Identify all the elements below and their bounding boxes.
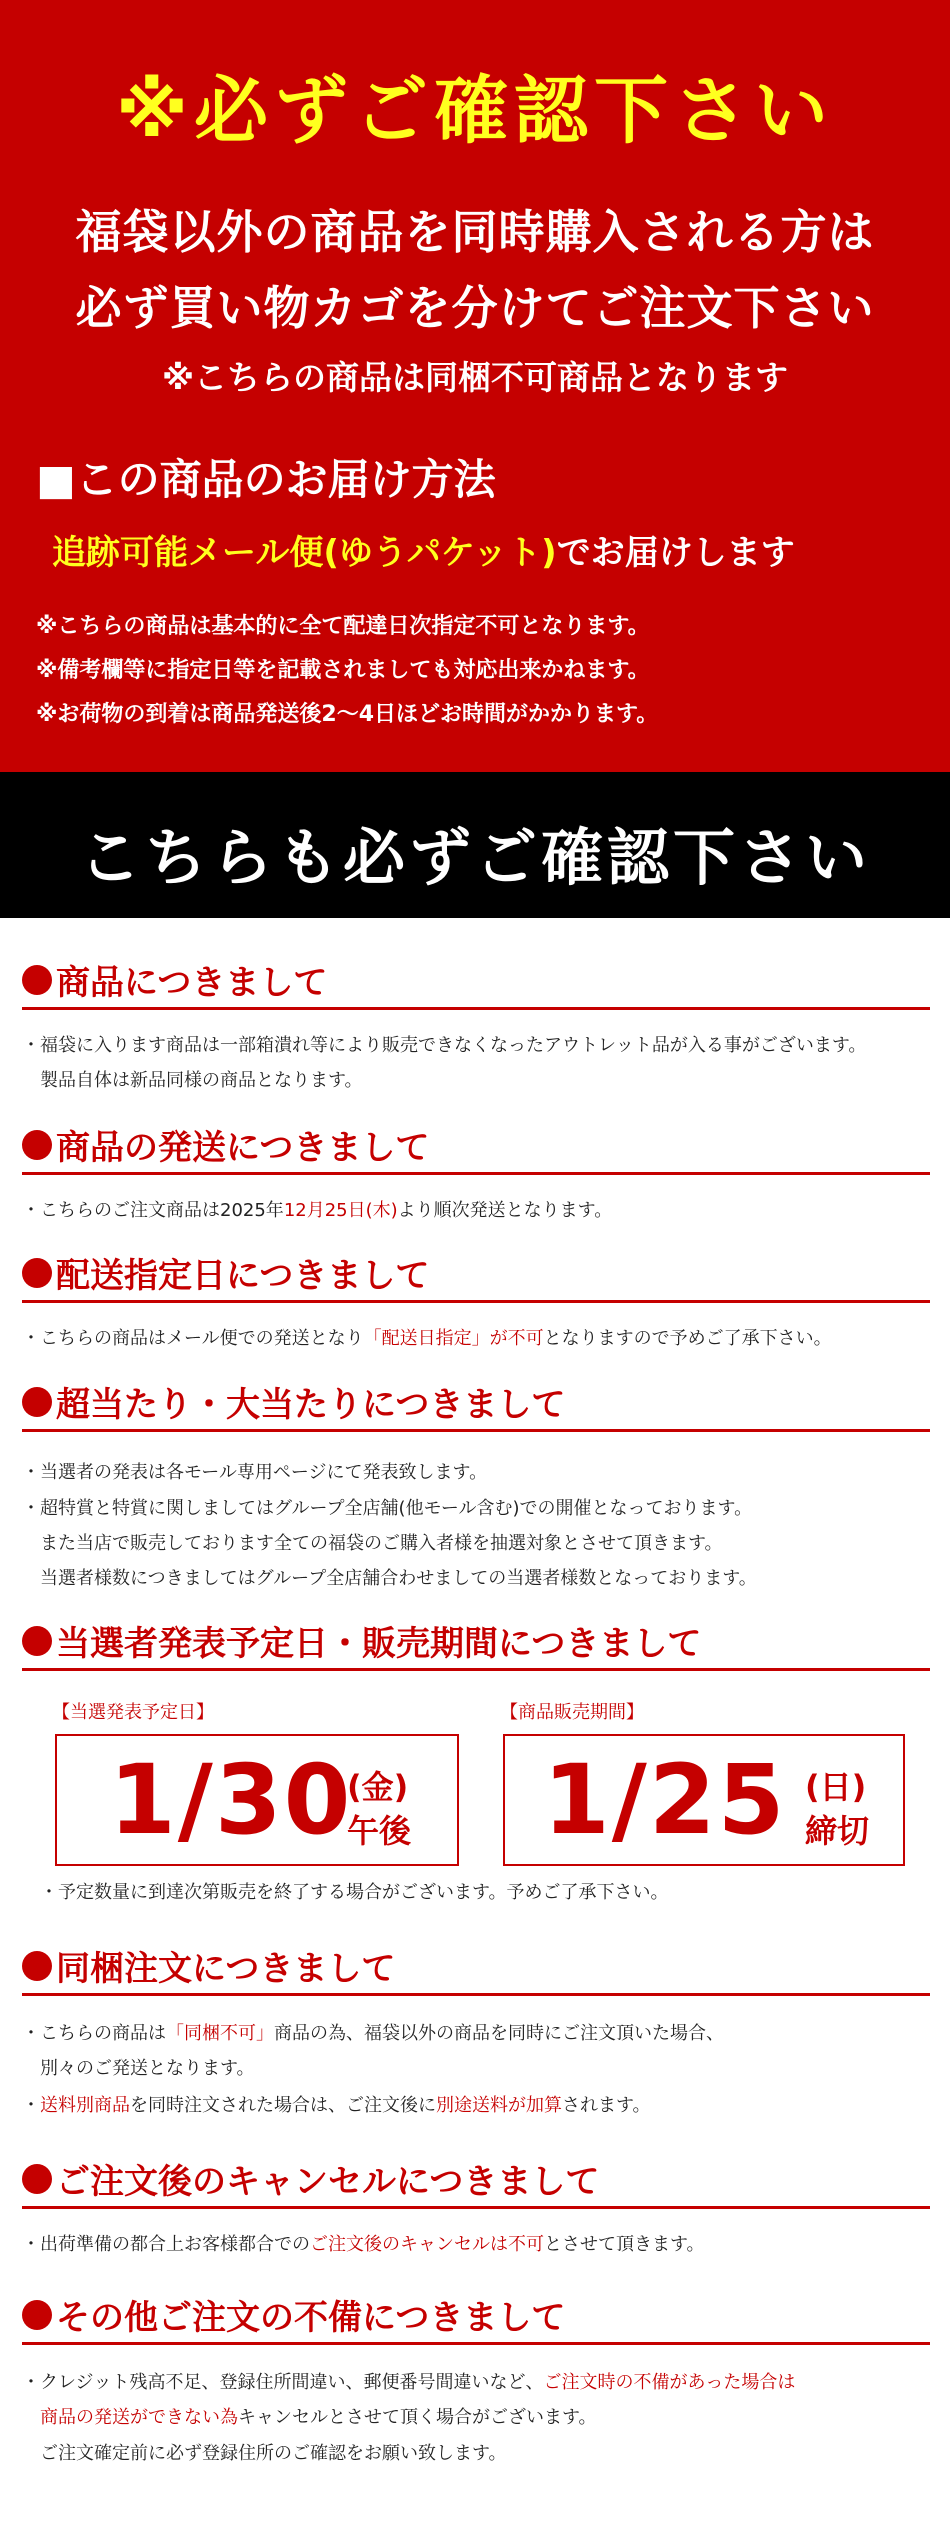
- cancel-text: ・出荷準備の都合上お客様都合での: [22, 2234, 310, 2255]
- bullet-icon: [22, 2164, 52, 2194]
- schedule-note: ・予定数量に到達次第販売を終了する場合がございます。予めご了承下さい。: [40, 1882, 669, 1903]
- section-heading-prize: [22, 1377, 930, 1432]
- other-warning: ご注文時の不備があった場合は: [543, 2372, 796, 2393]
- bundle-text: ・こちらの商品は: [22, 2023, 166, 2044]
- shipping-date: 12月25日(木): [283, 1200, 398, 1221]
- section-heading-bundle: [22, 1941, 930, 1996]
- confirm-band-title: こちらも必ずご確認下さい: [78, 821, 871, 894]
- bundle-warning: 「同梱不可」: [166, 2023, 274, 2044]
- delivery-date-line: [22, 1324, 832, 1350]
- announce-date: 1/30: [109, 1744, 353, 1856]
- bullet-icon: [22, 1951, 52, 1981]
- section-title: 同梱注文につきまして: [56, 1949, 396, 1989]
- notice-line-1: 福袋以外の商品を同時購入される方は: [75, 205, 875, 259]
- section-title: 商品の発送につきまして: [56, 1128, 430, 1168]
- prize-line-4: 当選者様数につきましてはグループ全店舗合わせましての当選者様数となっております。: [40, 1568, 757, 1589]
- announce-day: (金): [347, 1768, 409, 1806]
- notice-line-2: 必ず買い物カゴを分けてご注文下さい: [75, 281, 875, 335]
- delivery-heading: ■この商品のお届け方法: [36, 455, 496, 504]
- section-heading-schedule: [22, 1616, 930, 1671]
- prize-line-3: また当店で販売しております全ての福袋のご購入者様を抽選対象とさせて頂きます。: [40, 1533, 723, 1554]
- bundle-line-1: [22, 2019, 724, 2045]
- other-line-1: [22, 2368, 795, 2394]
- announce-time: 午後: [347, 1812, 412, 1850]
- other-line-3: ご注文確定前に必ず登録住所のご確認をお願い致します。: [40, 2443, 507, 2464]
- product-line-1: ・福袋に入ります商品は一部箱潰れ等により販売できなくなったアウトレット品が入る事がございます。: [22, 1035, 867, 1056]
- delivery-method: [52, 525, 795, 574]
- other-warning-2: 商品の発送ができない為: [40, 2407, 238, 2428]
- section-heading-cancel: [22, 2154, 930, 2209]
- delivery-date-text-end: となりますので予めご了承下さい。: [543, 1328, 832, 1349]
- cancel-warning: ご注文後のキャンセルは不可: [310, 2234, 544, 2255]
- bundle-text-mid: を同時注文された場合は、ご注文後に: [130, 2095, 436, 2116]
- bundle-text-tail: されます。: [562, 2095, 651, 2116]
- shipping-line: [22, 1196, 612, 1222]
- section-title: 当選者発表予定日・販売期間につきまして: [56, 1624, 702, 1664]
- announce-date-box: [55, 1734, 459, 1866]
- sale-label: 【商品販売期間】: [500, 1702, 644, 1723]
- bullet-icon: [22, 1258, 52, 1288]
- delivery-method-name: 追跡可能メール便(ゆうパケット): [52, 533, 557, 573]
- cancel-line: [22, 2230, 705, 2256]
- other-line-2: [40, 2403, 597, 2429]
- sale-end: 締切: [805, 1812, 870, 1850]
- section-title: 配送指定日につきまして: [56, 1256, 430, 1296]
- delivery-note-3: ※お荷物の到着は商品発送後2～4日ほどお時間がかかります。: [36, 702, 659, 727]
- bundle-text-end: 商品の為、福袋以外の商品を同時にご注文頂いた場合、: [274, 2023, 724, 2044]
- bullet-icon: [22, 1387, 52, 1417]
- bundle-extra-fee: 別途送料が加算: [436, 2095, 562, 2116]
- page-title: ※必ずご確認下さい: [116, 68, 834, 154]
- announce-label: 【当選発表予定日】: [52, 1702, 214, 1723]
- bullet-icon: [22, 965, 52, 995]
- delivery-note-1: ※こちらの商品は基本的に全て配達日次指定不可となります。: [36, 614, 650, 639]
- bullet-icon: [22, 1130, 52, 1160]
- bundle-separate-shipping: 送料別商品: [40, 2095, 130, 2116]
- section-heading-shipping: [22, 1120, 930, 1175]
- prize-line-1: ・当選者の発表は各モール専用ページにて発表致します。: [22, 1462, 488, 1483]
- section-title: ご注文後のキャンセルにつきまして: [56, 2162, 600, 2202]
- bundle-bullet: ・: [22, 2095, 40, 2116]
- sale-date-box: [503, 1734, 905, 1866]
- bullet-icon: [22, 1626, 52, 1656]
- sale-day: (日): [805, 1768, 867, 1806]
- bundle-line-2: 別々のご発送となります。: [40, 2058, 255, 2079]
- other-text-2: キャンセルとさせて頂く場合がございます。: [238, 2407, 597, 2428]
- bullet-icon: [22, 2300, 52, 2330]
- section-heading-delivery-date: [22, 1248, 930, 1303]
- shipping-text: ・こちらのご注文商品は2025年: [22, 1200, 284, 1221]
- sale-date: 1/25: [543, 1744, 787, 1856]
- section-heading-other: [22, 2290, 930, 2345]
- section-title: 商品につきまして: [56, 963, 328, 1003]
- product-line-2: 製品自体は新品同様の商品となります。: [40, 1070, 363, 1091]
- section-title: 超当たり・大当たりにつきまして: [56, 1385, 566, 1425]
- cancel-text-end: とさせて頂きます。: [544, 2234, 705, 2255]
- delivery-note-2: ※備考欄等に指定日等を記載されましても対応出来かねます。: [36, 658, 650, 683]
- delivery-date-warning: 「配送日指定」が不可: [363, 1328, 544, 1349]
- prize-line-2: ・超特賞と特賞に関しましてはグループ全店舗(他モール含む)での開催となっております。: [22, 1498, 753, 1519]
- bundle-line-3: [22, 2091, 651, 2117]
- delivery-method-suffix: でお届けします: [556, 533, 795, 573]
- notice-line-3: ※こちらの商品は同梱不可商品となります: [161, 358, 789, 397]
- section-heading-product: [22, 955, 930, 1010]
- delivery-date-text: ・こちらの商品はメール便での発送となり: [22, 1328, 364, 1349]
- shipping-text-end: より順次発送となります。: [397, 1200, 613, 1221]
- other-text: ・クレジット残高不足、登録住所間違い、郵便番号間違いなど、: [22, 2372, 544, 2393]
- section-title: その他ご注文の不備につきまして: [56, 2298, 566, 2338]
